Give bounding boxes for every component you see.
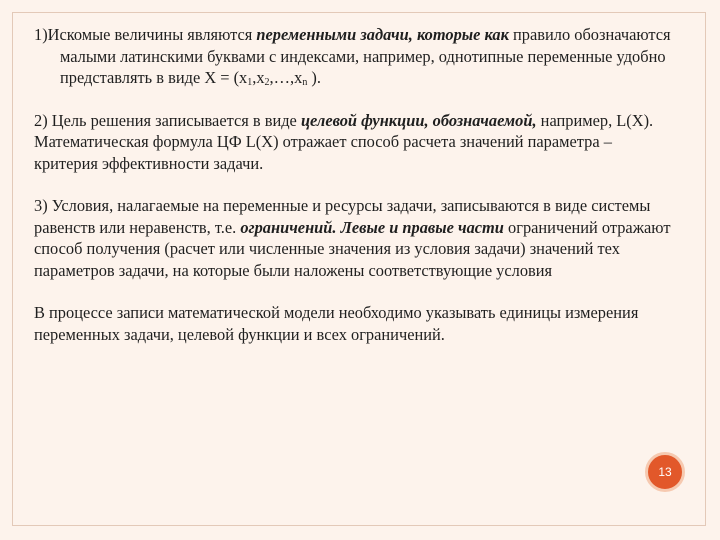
p1-prefix: 1)Искомые величины являются [34,25,257,44]
p1-mid2: ,…,x [269,68,303,87]
subscript-1: 1 [247,77,253,88]
page-number-badge [645,452,685,492]
slide-content [34,24,674,366]
p1-mid1: ,x [252,68,265,87]
p1-text: правило обозначаются малыми латинскими буквами с индексами, например, однотипные переменные удобно представлять в виде X = (x [60,25,671,87]
paragraph-constraints [34,195,674,281]
p4-text: В процессе записи математической модели необходимо указывать единицы измерения переменных задачи, целевой функции и всех ограничений. [34,303,639,344]
paragraph-units [34,302,674,345]
p3-prefix: 3) Условия, налагаемые на переменные и ресурсы задачи, записываются в виде системы равенств или неравенств, т.е. [34,196,651,237]
subscript-n: n [302,77,308,88]
paragraph-variables [34,24,674,89]
p1-end: ). [307,68,321,87]
p1-emphasis: переменными задачи, которые как [256,25,509,44]
p2-emphasis: целевой функции, обозначаемой, [300,110,537,130]
paragraph-objective [34,110,674,175]
p2-prefix: 2) Цель решения записывается в виде [34,110,301,130]
p3-text: ограничений отражают способ получения (расчет или численные значения из условия задачи) значений тех параметров задачи, на которые были наложены соответствующие условия [34,217,671,280]
p2-text: например, L(X). Математическая формула ЦФ L(X) отражает способ расчета значений параметра – критерия эффективности задачи. [34,110,654,173]
page-number: 13 [658,465,672,479]
subscript-2: 2 [264,77,270,88]
p3-emphasis: ограничений. Левые и правые части [240,217,504,237]
